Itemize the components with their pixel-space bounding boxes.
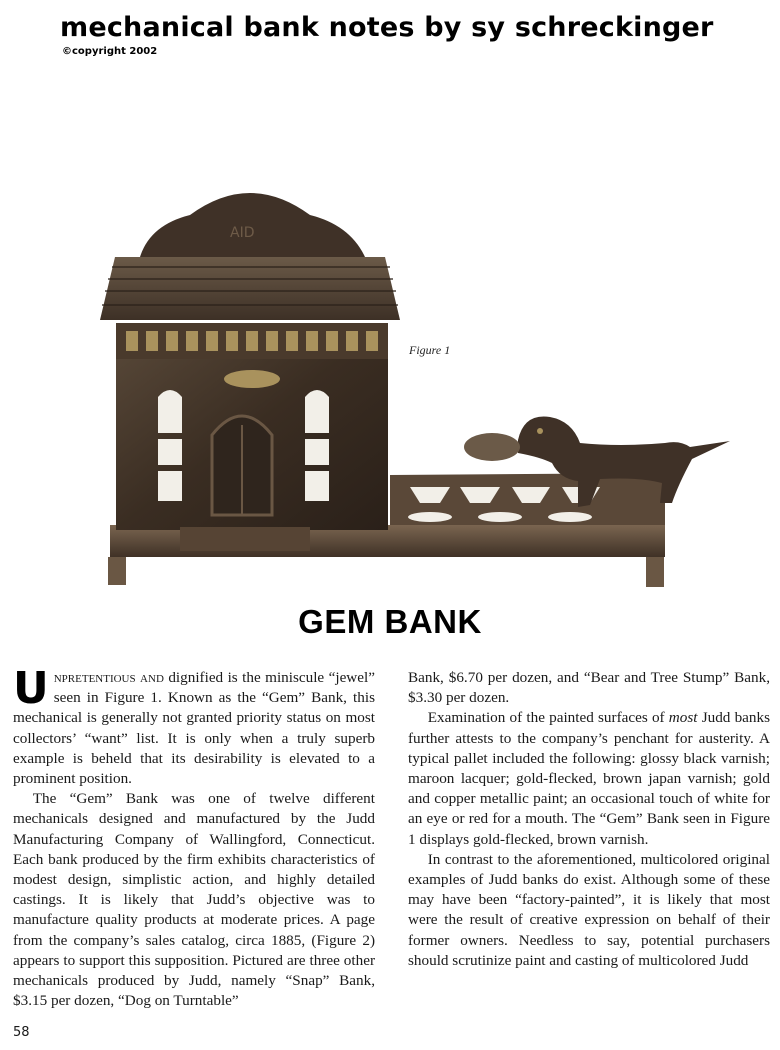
article-column-right bbox=[408, 668, 770, 971]
article-column-left bbox=[13, 663, 375, 1011]
paragraph-2-continued: Bank, $6.70 per dozen, and “Bear and Tree Stump” Bank, $3.30 per dozen. bbox=[408, 669, 770, 707]
drop-cap: U bbox=[13, 663, 49, 714]
paragraph-1-text: dignified is the miniscule “jewel” seen in Figure 1. Known as the “Gem” Bank, this mechanical is generally not granted priority status on most collectors’ “want” list. It is only when a truly superb example is beheld that its desirability is elevated to a prominent position. bbox=[13, 669, 375, 788]
article-title: GEM BANK bbox=[298, 603, 482, 640]
lead-in-smallcaps: npretentious and bbox=[53, 669, 164, 686]
paragraph-3-rest: Judd banks further attests to the company’s penchant for austerity. A typical pallet included the following: glossy black varnish; maroon lacquer; gold-flecked, brown japan varnish; gold and copper metallic paint; an occasional touch of white for an eye or red for a mouth. The “Gem” Bank seen in Figure 1 displays gold-flecked, brown varnish. bbox=[408, 709, 770, 848]
figure-1-photo bbox=[80, 185, 740, 595]
emphasis-most: most bbox=[668, 709, 698, 727]
paragraph-3-start: Examination of the painted surfaces of bbox=[427, 709, 669, 727]
roof-sign-text: AID bbox=[230, 225, 255, 241]
paragraph-1 bbox=[13, 663, 375, 789]
paragraph-2: The “Gem” Bank was one of twelve different mechanicals designed and manufactured by the Judd Manufacturing Company of Wallingford, Connecticut. Each bank produced by the firm exhibits characteristics of modest design, simplistic action, and highly detailed castings. It is likely that Judd’s objective was to manufacture quality products at moderate prices. A page from the company’s sales catalog, circa 1885, (Figure 2) appears to support this supposition. Pictured are three other mechanicals produced by Judd, namely “Snap” Bank, $3.15 per dozen, “Dog on Turntable” bbox=[13, 790, 375, 1010]
building-casting bbox=[100, 193, 400, 551]
paragraph-3 bbox=[408, 708, 770, 849]
paragraph-4: In contrast to the aforementioned, multicolored original examples of Judd banks do exist. Although some of these may have been “factory-painted”, it is likely that most were the result of creative expression on behalf of their former owners. Needless to say, potential purchasers should scrutinize paint and casting of multicolored Judd bbox=[408, 850, 770, 969]
copyright-notice: ©copyright 2002 bbox=[62, 46, 158, 57]
page-number: 58 bbox=[13, 1025, 30, 1040]
column-header-title: mechanical bank notes by sy schreckinger bbox=[60, 12, 714, 43]
figure-caption: Figure 1 bbox=[409, 343, 451, 357]
